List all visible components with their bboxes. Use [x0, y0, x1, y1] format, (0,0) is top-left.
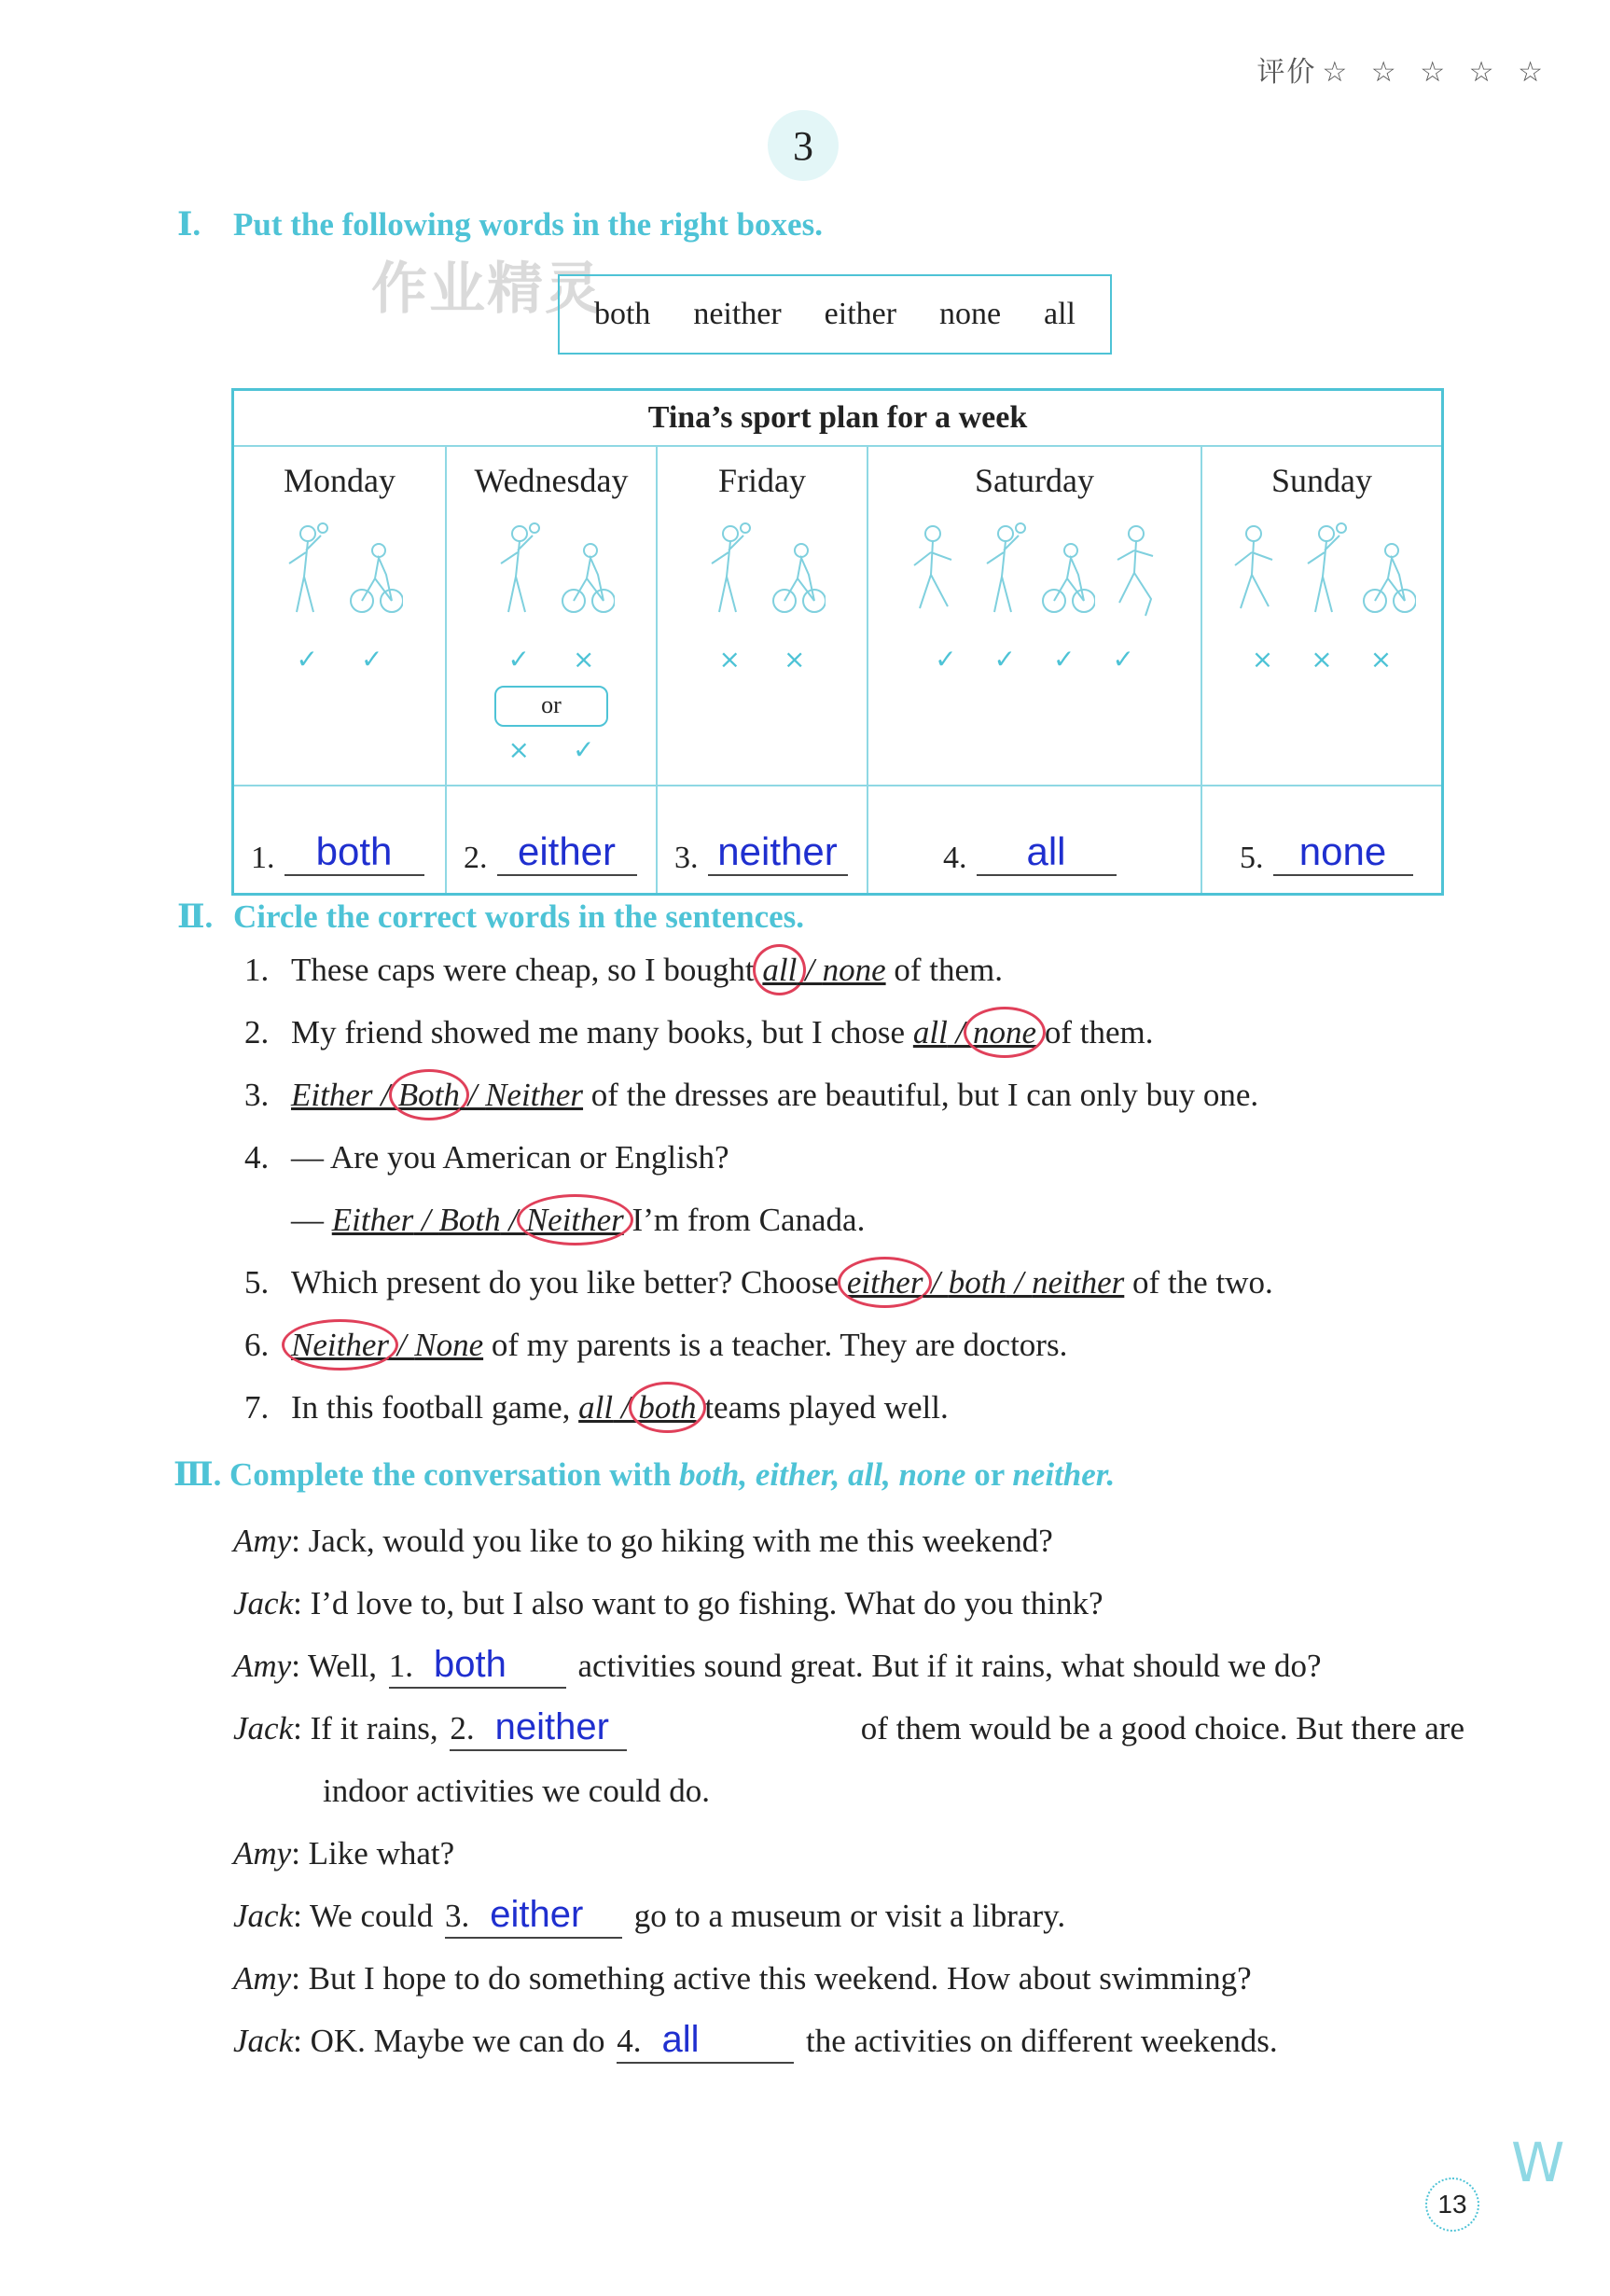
- option-separator: /: [923, 1264, 949, 1301]
- cross-icon: ×: [507, 734, 530, 765]
- answer-blank-1[interactable]: [389, 1644, 566, 1689]
- sentence-6: [244, 1327, 1457, 1389]
- section-3-heading-or: or: [965, 1456, 1013, 1493]
- sentence-4: [244, 1139, 1457, 1202]
- sentence-number: 5.: [244, 1264, 270, 1301]
- sentence-text: Which present do you like better? Choose: [291, 1264, 847, 1301]
- option-all[interactable]: all: [912, 1014, 948, 1051]
- watermark: 作业精灵: [371, 257, 603, 322]
- option-separator: /: [388, 1327, 415, 1363]
- section-2-heading: Circle the correct words in the sentences.: [233, 898, 805, 935]
- dialog-text: : OK. Maybe we can do: [293, 2023, 614, 2059]
- sentence-7: [244, 1389, 1457, 1452]
- option-none[interactable]: none: [822, 952, 886, 988]
- sentence-number: 1.: [244, 952, 270, 988]
- cyclist-icon: [1041, 519, 1095, 631]
- blank-answer: both: [434, 1644, 507, 1685]
- section-1-title: [177, 205, 823, 244]
- section-3-heading-words: both, either, all, none: [679, 1456, 966, 1493]
- tennis-player-icon: [974, 519, 1028, 631]
- speaker: Jack: [233, 1710, 294, 1746]
- word-box: [558, 274, 1112, 355]
- sentence-number: 7.: [244, 1389, 270, 1426]
- option-separator: /: [797, 952, 823, 988]
- sentence-1: [244, 952, 1457, 1014]
- dialog-line-8: [233, 1947, 1464, 2010]
- word-none: none: [938, 297, 1002, 331]
- blank-answer: all: [661, 2019, 700, 2060]
- speaker: Jack: [233, 1585, 294, 1621]
- option-both-circled[interactable]: Both: [397, 1077, 460, 1113]
- option-both[interactable]: both: [948, 1264, 1006, 1301]
- answer-cell: [867, 786, 1201, 895]
- dialog-text: go to a museum or visit a library.: [625, 1898, 1066, 1934]
- sentence-number: 3.: [244, 1077, 270, 1113]
- tennis-player-icon: [488, 519, 542, 631]
- sentence-text: — Are you American or English?: [291, 1139, 729, 1176]
- day-name: Monday: [284, 462, 396, 499]
- option-both[interactable]: Both: [438, 1202, 501, 1238]
- cross-icon: ×: [573, 644, 595, 675]
- option-all-circled[interactable]: all: [762, 952, 798, 988]
- day-name: Sunday: [1271, 462, 1372, 499]
- answer-blank[interactable]: both: [285, 829, 424, 876]
- speaker: Amy: [233, 1648, 292, 1684]
- option-separator: /: [500, 1202, 526, 1238]
- word-both: both: [593, 297, 651, 331]
- answer-blank-3[interactable]: [445, 1894, 622, 1939]
- word-either: either: [824, 297, 897, 331]
- dialog-line-2: [233, 1572, 1464, 1635]
- sport-plan-table: [231, 388, 1444, 896]
- sentence-text: of my parents is a teacher. They are doctors.: [483, 1327, 1068, 1363]
- option-either[interactable]: Either: [331, 1202, 414, 1238]
- sentence-text: teams played well.: [696, 1389, 949, 1426]
- option-separator: /: [613, 1389, 639, 1426]
- word-all: all: [1044, 297, 1076, 331]
- runner-icon: [1108, 519, 1162, 631]
- speaker: Amy: [233, 1835, 292, 1872]
- speaker: Amy: [233, 1523, 292, 1559]
- blank-answer: neither: [494, 1706, 609, 1747]
- dialog-text: : We could: [293, 1898, 441, 1934]
- section-3-heading: Complete the conversation with: [229, 1456, 680, 1493]
- dialog-line-4: [233, 1697, 1464, 1760]
- answer-cell: [1201, 786, 1443, 895]
- answer-blank-2[interactable]: [450, 1706, 627, 1751]
- option-neither-circled[interactable]: Neither: [525, 1202, 624, 1238]
- page-number: 13: [1425, 2178, 1479, 2232]
- dash: —: [291, 1202, 332, 1238]
- dialog-text: : I’d love to, but I also want to go fishing. What do you think?: [293, 1585, 1103, 1621]
- speaker: Amy: [233, 1960, 292, 1997]
- day-cell-saturday: [867, 446, 1201, 786]
- tennis-player-icon: [699, 519, 753, 631]
- answer-number: 2.: [464, 841, 488, 875]
- rating-label: 评价: [1256, 56, 1317, 89]
- dialog-line-3: [233, 1635, 1464, 1697]
- option-separator: /: [947, 1014, 974, 1051]
- option-none-circled[interactable]: none: [973, 1014, 1037, 1051]
- section-3-number: Ⅲ.: [173, 1456, 222, 1493]
- option-separator: /: [1006, 1264, 1033, 1301]
- day-cell-friday: [657, 446, 867, 786]
- cyclist-icon: [771, 519, 826, 631]
- speaker: Jack: [233, 2023, 294, 2059]
- option-neither[interactable]: Neither: [485, 1077, 584, 1113]
- option-neither-circled[interactable]: Neither: [291, 1327, 389, 1363]
- dialog-text: : Well,: [291, 1648, 385, 1684]
- dialog-line-6: [233, 1822, 1464, 1885]
- rating-stars[interactable]: ☆ ☆ ☆ ☆ ☆: [1322, 56, 1550, 89]
- cyclist-icon: [1362, 519, 1416, 631]
- sentence-number: 2.: [244, 1014, 270, 1051]
- sentence-text: of them.: [885, 952, 1003, 988]
- cross-icon: ×: [1251, 644, 1274, 675]
- sentence-text: My friend showed me many books, but I chose: [291, 1014, 913, 1051]
- dialog-line-1: [233, 1510, 1464, 1572]
- check-icon: ✓: [507, 644, 530, 675]
- cyclist-icon: [349, 519, 403, 631]
- blank-answer: either: [490, 1894, 584, 1935]
- answer-cell: [233, 786, 447, 895]
- blank-number: 4.: [617, 2023, 642, 2059]
- check-icon: ✓: [296, 644, 318, 675]
- dialog-text: indoor activities we could do.: [323, 1773, 711, 1809]
- option-neither[interactable]: neither: [1032, 1264, 1125, 1301]
- answer-number: 3.: [674, 841, 699, 875]
- section-3-title: [173, 1455, 1115, 1494]
- day-cell-wednesday: [446, 446, 657, 786]
- answer-blank-4[interactable]: [617, 2019, 794, 2064]
- section-1-number: Ⅰ.: [177, 206, 201, 243]
- conversation: [233, 1510, 1464, 2072]
- dialog-line-5: [233, 1760, 1464, 1822]
- option-both-circled[interactable]: both: [638, 1389, 697, 1426]
- dialog-text: : If it rains,: [293, 1710, 447, 1746]
- cross-icon: ×: [718, 644, 741, 675]
- check-icon: ✓: [1053, 644, 1076, 675]
- option-either-circled[interactable]: either: [846, 1264, 923, 1301]
- dialog-text: the activities on different weekends.: [798, 2023, 1278, 2059]
- cross-icon: ×: [784, 644, 806, 675]
- check-icon: ✓: [993, 644, 1016, 675]
- dialog-text: activities sound great. But if it rains, what should we do?: [569, 1648, 1322, 1684]
- section-2-number: Ⅱ.: [177, 898, 214, 935]
- rating: [1256, 49, 1550, 90]
- answer-number: 4.: [943, 841, 967, 875]
- dialog-line-9: [233, 2010, 1464, 2072]
- answer-blank[interactable]: none: [1273, 829, 1413, 876]
- skater-icon: [907, 519, 961, 631]
- sentence-text: These caps were cheap, so I bought: [291, 952, 763, 988]
- cross-icon: ×: [1369, 644, 1393, 675]
- day-name: Friday: [718, 462, 806, 499]
- answer-cell: [446, 786, 657, 895]
- day-cell-monday: [233, 446, 447, 786]
- day-name: Saturday: [975, 462, 1094, 499]
- answer-blank[interactable]: all: [977, 829, 1117, 876]
- sentence-5: [244, 1264, 1457, 1327]
- blank-number: 2.: [450, 1710, 475, 1746]
- skater-icon: [1228, 519, 1282, 631]
- cross-icon: ×: [1311, 644, 1333, 675]
- unit-number-badge: 3: [768, 110, 839, 181]
- answer-cell: [657, 786, 867, 895]
- option-separator: /: [413, 1202, 439, 1238]
- sentence-list: [244, 952, 1457, 1452]
- section-2-title: [177, 898, 804, 936]
- sentence-text: I’m from Canada.: [623, 1202, 866, 1238]
- sentence-text: In this football game,: [291, 1389, 579, 1426]
- option-all[interactable]: all: [578, 1389, 614, 1426]
- sentence-2: [244, 1014, 1457, 1077]
- table-caption: Tina’s sport plan for a week: [233, 390, 1443, 447]
- check-icon: ✓: [573, 734, 595, 765]
- dialog-text: of them would be a good choice. But there are: [860, 1710, 1464, 1746]
- answer-blank[interactable]: neither: [708, 829, 848, 876]
- sentence-text: of them.: [1036, 1014, 1154, 1051]
- option-separator: /: [372, 1077, 398, 1113]
- check-icon: ✓: [361, 644, 383, 675]
- answer-blank[interactable]: either: [497, 829, 637, 876]
- sentence-number: 4.: [244, 1139, 270, 1176]
- tennis-player-icon: [1295, 519, 1349, 631]
- dialog-line-7: [233, 1885, 1464, 1947]
- blank-number: 3.: [444, 1898, 470, 1934]
- sentence-text: of the dresses are beautiful, but I can only buy one.: [583, 1077, 1259, 1113]
- tennis-player-icon: [276, 519, 330, 631]
- sentence-number: 6.: [244, 1327, 270, 1363]
- word-neither: neither: [693, 297, 782, 331]
- answer-number: 5.: [1240, 841, 1264, 875]
- dialog-text: : Like what?: [291, 1835, 455, 1872]
- sentence-4-reply: [244, 1202, 1457, 1264]
- corner-letter-decoration: W: [1511, 2131, 1565, 2194]
- section-3-heading-last: neither.: [1012, 1456, 1116, 1493]
- day-name: Wednesday: [474, 462, 629, 499]
- check-icon: ✓: [1112, 644, 1134, 675]
- option-none[interactable]: None: [414, 1327, 484, 1363]
- dialog-text: : But I hope to do something active this weekend. How about swimming?: [291, 1960, 1252, 1997]
- cyclist-icon: [561, 519, 615, 631]
- or-box: or: [494, 686, 608, 727]
- speaker: Jack: [233, 1898, 294, 1934]
- answer-number: 1.: [251, 841, 275, 875]
- sentence-3: [244, 1077, 1457, 1139]
- sentence-text: of the two.: [1124, 1264, 1273, 1301]
- option-separator: /: [459, 1077, 486, 1113]
- day-cell-sunday: [1201, 446, 1443, 786]
- option-either[interactable]: Either: [291, 1077, 373, 1113]
- section-1-heading: Put the following words in the right boxes.: [233, 206, 823, 243]
- dialog-text: : Jack, would you like to go hiking with me this weekend?: [291, 1523, 1053, 1559]
- check-icon: ✓: [935, 644, 957, 675]
- blank-number: 1.: [388, 1648, 414, 1684]
